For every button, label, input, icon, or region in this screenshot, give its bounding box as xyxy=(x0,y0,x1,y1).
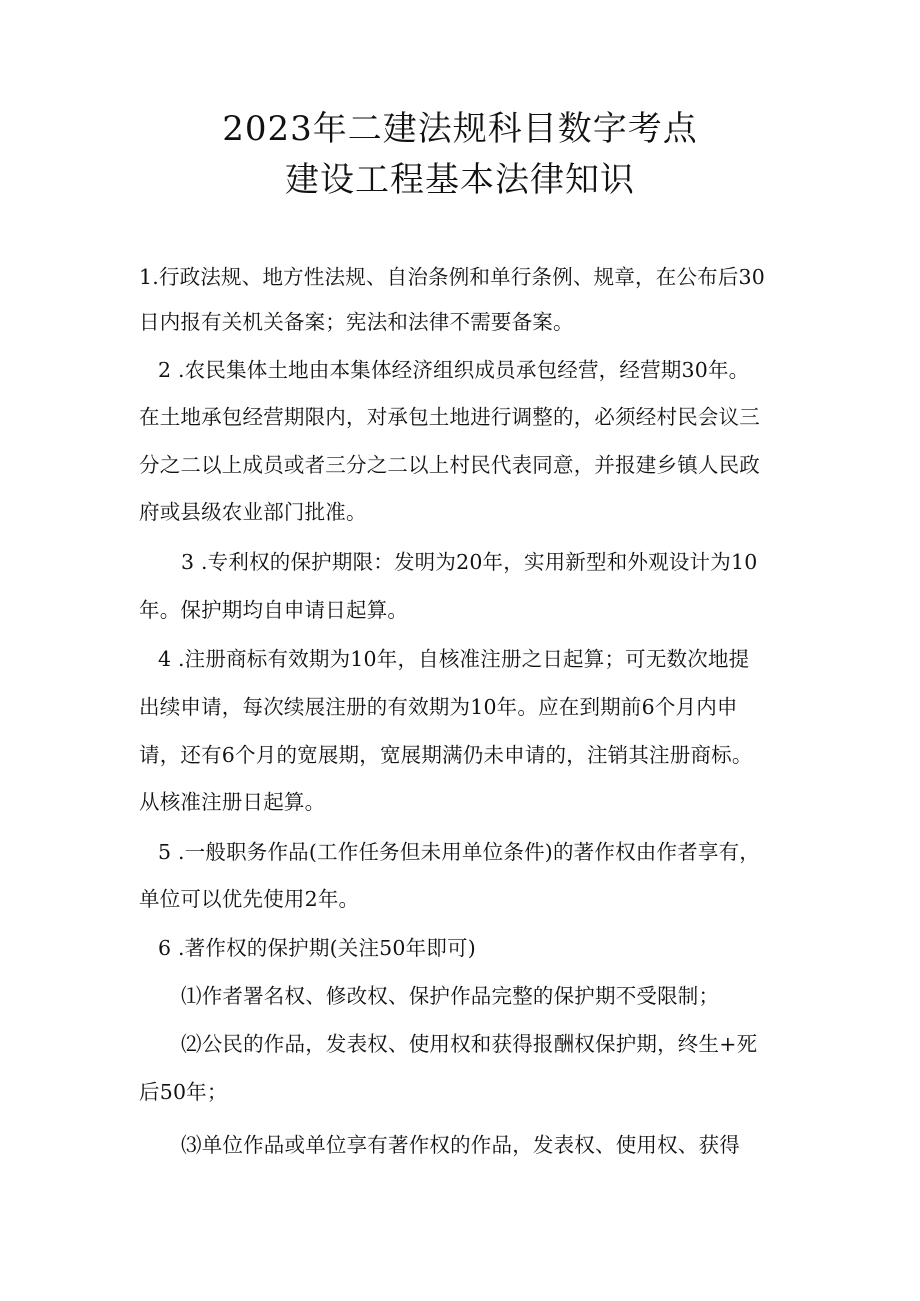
paragraph-line: 府或县级农业部门批准。 xyxy=(139,500,367,524)
document-subtitle: 建设工程基本法律知识 xyxy=(285,160,635,200)
paragraph-line: 日内报有关机关备案；宪法和法律不需要备案。 xyxy=(139,310,574,334)
paragraph-line: 请，还有6个月的宽展期，宽展期满仍未申请的，注销其注册商标。 xyxy=(139,743,753,767)
paragraph-line: 5 .一般职务作品(工作任务但未用单位条件)的著作权由作者享有， xyxy=(158,840,760,864)
paragraph-line: 在土地承包经营期限内，对承包土地进行调整的，必须经村民会议三 xyxy=(139,405,760,429)
paragraph-line: ⑴作者署名权、修改权、保护作品完整的保护期不受限制； xyxy=(181,984,720,1008)
paragraph-line: 年。保护期均自申请日起算。 xyxy=(139,598,409,622)
document-title: 2023年二建法规科目数字考点 xyxy=(222,109,698,149)
paragraph-line: 2 .农民集体土地由本集体经济组织成员承包经营，经营期30年。 xyxy=(158,358,750,382)
paragraph-line: ⑶单位作品或单位享有著作权的作品，发表权、使用权、获得 xyxy=(181,1133,740,1157)
paragraph-line: 1.行政法规、地方性法规、自治条例和单行条例、规章，在公布后30 xyxy=(139,265,766,289)
paragraph-line: 后50年； xyxy=(139,1080,228,1104)
paragraph-line: 从核准注册日起算。 xyxy=(139,790,326,814)
paragraph-line: 3 .专利权的保护期限：发明为20年，实用新型和外观设计为10 xyxy=(181,550,758,574)
paragraph-line: 分之二以上成员或者三分之二以上村民代表同意，并报建乡镇人民政 xyxy=(139,453,760,477)
paragraph-line: 单位可以优先使用2年。 xyxy=(139,887,360,911)
paragraph-line: ⑵公民的作品，发表权、使用权和获得报酬权保护期，终生+死 xyxy=(181,1032,758,1056)
paragraph-line: 6 .著作权的保护期(关注50年即可) xyxy=(158,936,476,960)
paragraph-line: 出续申请，每次续展注册的有效期为10年。应在到期前6个月内申 xyxy=(139,695,738,719)
paragraph-line: 4 .注册商标有效期为10年，自核准注册之日起算；可无数次地提 xyxy=(158,647,750,671)
